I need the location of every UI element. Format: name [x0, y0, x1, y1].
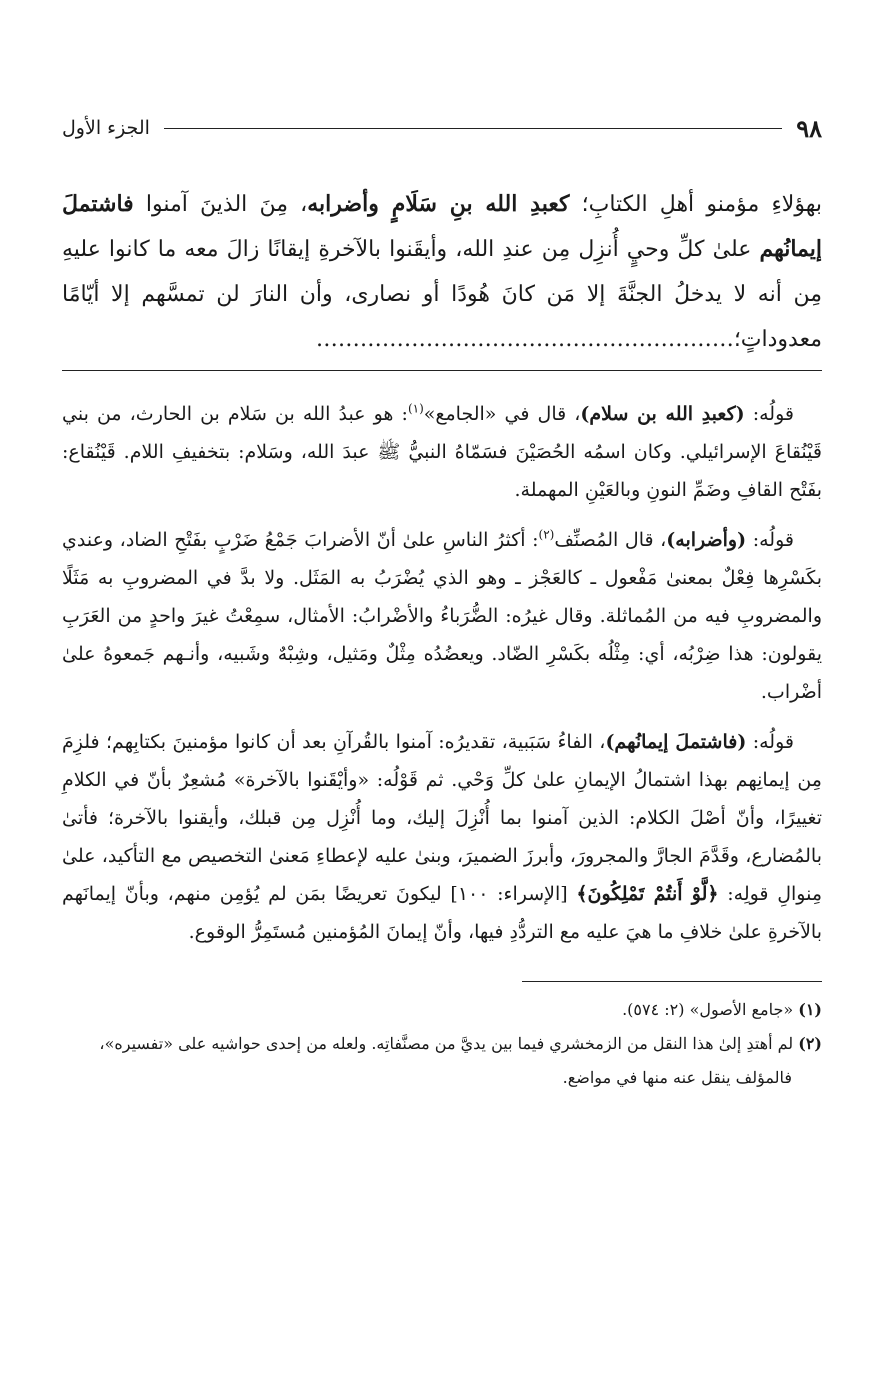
- commentary-label: قولُه:: [746, 529, 794, 551]
- main-text: [62, 182, 822, 362]
- footnote-divider: [522, 981, 822, 982]
- commentary: [62, 395, 822, 951]
- footnote-ref[interactable]: (١): [407, 401, 424, 416]
- commentary-label: قولُه:: [744, 403, 794, 425]
- commentary-label: قولُه:: [746, 731, 794, 753]
- book-page: [62, 108, 822, 1096]
- commentary-text: [الإسراء: ١٠٠] ليكونَ تعريضًا بمَن لم يُؤمِن منهم، وبأنّ إيمانَهم بالآخرةِ علىٰ خلافِ ما هيَ عليه مع التردُّدِ فيها، وأنّ إيمانَ المُؤمنين مُستَمِرُّ الوقوع.: [62, 883, 822, 943]
- main-text-bold-segment: فاشتملَ إيمانُهم: [62, 191, 822, 262]
- commentary-paragraph: [62, 395, 822, 509]
- page-number: ٩٨: [796, 113, 822, 143]
- commentary-paragraph: [62, 723, 822, 951]
- main-text-segment: ، مِنَ الذينَ آمنوا: [133, 192, 308, 217]
- commentary-text: ، الفاءُ سَبَبية، تقديرُه: آمنوا بالقُرآنِ بعد أن كانوا مؤمنينَ بكتابِهم؛ فلزِمَ مِن إيمانِهم بهذا اشتمالُ الإيمانِ علىٰ كلِّ وَحْي. ثم قَوْلُه: «وأيْقَنوا بالآخرة» مُشعِرٌ بأنّ في الكلامِ تغييرًا، وأنّ أصْلَ الكلام: الذين آمنوا بما أُنْزِلَ إليك، وما أُنْزِل مِن قبلك، وأيقنوا بالآخرة؛ فأتىٰ بالمُضارع، وقَدَّمَ الجارَّ والمجرورَ، وأبرزَ الضميرَ، وبنىٰ عليه لإعطاءِ مَعنىٰ التخصيص مع التأكيد، علىٰ مِنوالِ قولِه:: [62, 731, 823, 905]
- main-paragraph: [62, 182, 822, 362]
- footnote-number: (١): [798, 1000, 822, 1019]
- main-text-segment: بهؤلاءِ مؤمنو أهلِ الكتابِ؛: [569, 192, 822, 217]
- volume-label: الجزء الأول: [62, 117, 150, 139]
- commentary-lemma: (وأضرابه): [666, 529, 747, 551]
- footnotes: [62, 994, 822, 1094]
- page-header: [62, 108, 822, 148]
- commentary-paragraph: [62, 521, 822, 711]
- main-text-bold-segment: كعبدِ الله بنِ سَلَامٍ وأضرابه: [307, 191, 570, 217]
- commentary-text: ، قال المُصنِّف: [554, 529, 667, 551]
- commentary-text: : أكثرُ الناسِ علىٰ أنّ الأضرابَ جَمْعُ ضَرْبٍ بفَتْحِ الضاد، وعندي بكَسْرِها فِعْلٌ بمعنىٰ مَفْعول ـ كالعَجْز ـ وهو الذي يُضْرَبُ به المَثَل. ولا بدَّ في المضروبِ به مَثَلًا والمضروبِ فيه من المُماثلة. وقال غيرُه: الضُّرَباءُ والأضْرابُ: الأمثال، سمِعْتُ غيرَ واحدٍ من العَرَبِ يقولون: هذا ضِرْبُه، أي: مِثْلُه بكَسْرِ الضّاد. ويعضُدُه مِثْلٌ ومَثيل، وشِبْهٌ وشَبيه، وأنـهم جَمعوهُ علىٰ أضْراب.: [62, 529, 822, 703]
- main-text-dots: …………………………………………………: [315, 327, 734, 352]
- footnote-text: لم أهتدِ إلىٰ هذا النقل من الزمخشري فيما بين يديَّ من مصنَّفاتِه. ولعله من إحدى حواشيه على «تفسيره»،: [99, 1034, 799, 1053]
- footnote-item: [62, 1028, 822, 1060]
- main-text-segment: علىٰ كلِّ وحيٍ أُنزِل مِن عندِ الله، وأيقَنوا بالآخرةِ إيقانًا زالَ معه ما كانوا عليهِ مِن أنه لا يدخلُ الجنَّةَ إلا مَن كانَ هُودًا أو نصارى، وأن النارَ لن تمسَّهم إلا أيّامًا معدوداتٍ؛: [62, 237, 822, 352]
- commentary-lemma: (كعبدِ الله بن سلام): [580, 403, 745, 425]
- quran-quote: ﴿لَّوْ أَنتُمْ تَمْلِكُونَ﴾: [576, 883, 719, 905]
- footnote-continuation: فالمؤلف ينقل عنه منها في مواضع.: [562, 1068, 792, 1087]
- footnote-ref[interactable]: (٢): [538, 527, 555, 542]
- commentary-text: ، قال في «الجامع»: [423, 403, 581, 425]
- commentary-lemma: (فاشتملَ إيمانُهم): [605, 731, 747, 753]
- commentary-text: : هو عبدُ الله بن سَلام بن الحارث، من بني قَيْنُقاعَ الإسرائيلي. وكان اسمُه الحُصَيْنَ فسَمّاهُ النبيُّ ﷺ عبدَ الله، وسَلام: بتخفيفِ اللام. قَيْنُقاع: بفَتْح القافِ وضَمِّ النونِ وبالعَيْنِ المهملة.: [62, 403, 822, 501]
- header-rule: [164, 128, 782, 129]
- footnote-item: [62, 994, 822, 1026]
- footnote-number: (٢): [798, 1034, 822, 1053]
- main-text-divider: [62, 370, 822, 371]
- footnote-text: «جامع الأصول» (٢: ٥٧٤).: [622, 1000, 799, 1019]
